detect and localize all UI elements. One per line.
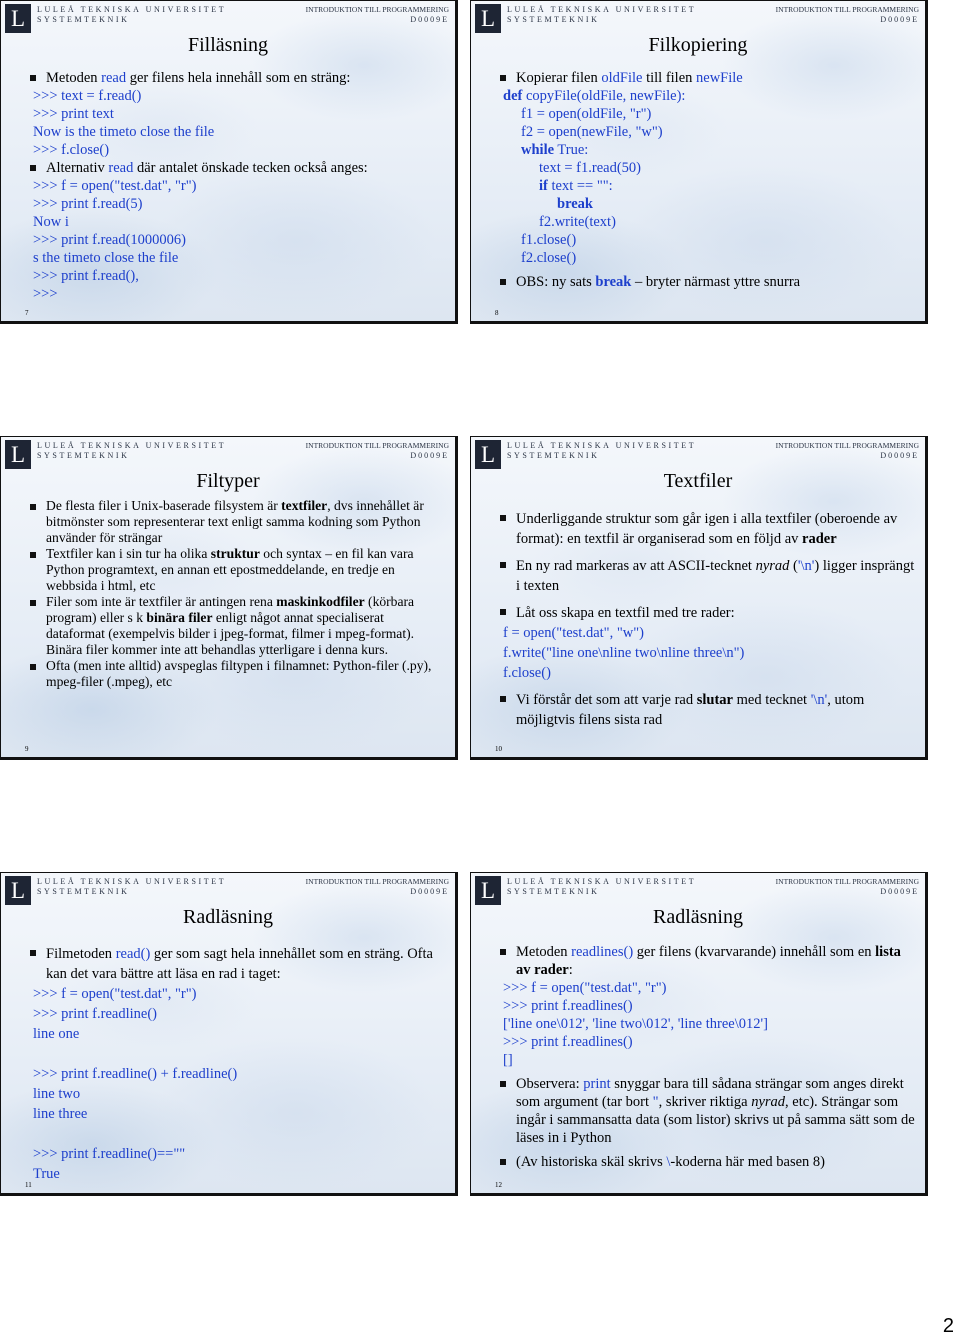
text: De flesta filer i Unix-baserade filsystem är <box>46 498 282 513</box>
code-line: f1.close() <box>521 232 577 248</box>
bullet <box>499 509 915 549</box>
department-name: SYSTEMTEKNIK <box>37 451 130 460</box>
code-line: >>> f.close() <box>33 142 110 158</box>
code-inline: '\n' <box>810 692 828 708</box>
text: snyggar bara till sådana strängar som anges direkt som argument (tar bort <box>516 1076 904 1110</box>
code-line: f.close() <box>503 665 551 681</box>
code: True: <box>554 142 589 158</box>
code-inline: \ <box>666 1154 671 1170</box>
slide-title: Textfiler <box>663 470 733 492</box>
department-name: SYSTEMTEKNIK <box>507 451 600 460</box>
text: Kopierar filen <box>516 70 602 86</box>
text: OBS: ny sats <box>516 274 596 290</box>
university-name: LULEÅ TEKNISKA UNIVERSITET <box>507 5 697 14</box>
text: Metoden <box>516 944 572 960</box>
text: -koderna här med basen 8) <box>670 1154 826 1170</box>
slide-body <box>499 69 915 291</box>
bullet <box>499 273 915 291</box>
code-line: >>> f = open("test.dat", "r") <box>503 980 667 996</box>
code-line: >>> print f.read(5) <box>33 196 143 212</box>
code-line: >>> print f.readline()=="" <box>33 1146 186 1162</box>
code-line: break <box>557 196 593 212</box>
code-line: line two <box>33 1086 81 1102</box>
code-line: >>> print f.readline() <box>33 1006 157 1022</box>
text: Metoden <box>46 70 102 86</box>
code-line <box>499 177 915 195</box>
course-code: D0009E <box>880 887 919 896</box>
code-line: >>> <box>33 286 58 302</box>
course-code: D0009E <box>410 451 449 460</box>
bullet <box>499 943 915 979</box>
course-code: D0009E <box>410 15 449 24</box>
text-bold: binära filer <box>146 610 213 625</box>
code-line: >>> text = f.read() <box>33 88 142 104</box>
text: Textfiler kan i sin tur ha olika <box>46 546 211 561</box>
slide-title: Radläsning <box>183 906 273 928</box>
slide-11 <box>0 872 458 1196</box>
slide-header <box>1 873 455 903</box>
university-logo: L <box>475 4 501 33</box>
bullet <box>499 1153 915 1171</box>
slide-12 <box>470 872 928 1196</box>
text: (Av historiska skäl skrivs <box>516 1154 667 1170</box>
slide-8 <box>470 0 928 324</box>
course-name: INTRODUKTION TILL PROGRAMMERING <box>305 877 449 886</box>
text: Filer som inte är textfiler är antingen rena <box>46 594 277 609</box>
university-name: LULEÅ TEKNISKA UNIVERSITET <box>507 877 697 886</box>
university-name: LULEÅ TEKNISKA UNIVERSITET <box>37 5 227 14</box>
code-line: ['line one\012', 'line two\012', 'line three\012'] <box>503 1016 768 1032</box>
keyword: while <box>521 142 555 158</box>
code-line <box>499 87 915 105</box>
bullet <box>29 159 445 177</box>
code-line: >>> print f.read(1000006) <box>33 232 186 248</box>
text-bold: struktur <box>210 546 260 561</box>
slide-7 <box>0 0 458 324</box>
text: ger som sagt hela innehållet som en sträng. Ofta kan det vara bättre att läsa en rad i taget: <box>46 946 433 982</box>
code-line: >>> print f.readlines() <box>503 1034 633 1050</box>
university-logo: L <box>5 440 31 469</box>
code: copyFile(oldFile, newFile): <box>522 88 686 104</box>
university-name: LULEÅ TEKNISKA UNIVERSITET <box>37 441 227 450</box>
course-code: D0009E <box>410 887 449 896</box>
code-line <box>499 141 915 159</box>
code-line: f2 = open(newFile, "w") <box>521 124 663 140</box>
text: – bryter närmast yttre snurra <box>631 274 801 290</box>
slide-number: 9 <box>25 745 29 753</box>
keyword: def <box>503 88 523 104</box>
course-name: INTRODUKTION TILL PROGRAMMERING <box>775 441 919 450</box>
code-inline: readlines() <box>571 944 634 960</box>
slide-header <box>471 873 925 903</box>
course-name: INTRODUKTION TILL PROGRAMMERING <box>775 877 919 886</box>
code-inline: read <box>101 70 127 86</box>
text-bold: rader <box>802 531 837 547</box>
course-name: INTRODUKTION TILL PROGRAMMERING <box>305 5 449 14</box>
code-line: [] <box>503 1052 513 1068</box>
code-line: True <box>33 1166 60 1182</box>
slide-body <box>499 943 915 1171</box>
text: där antalet önskade tecken också anges: <box>133 160 368 176</box>
slide-body <box>499 509 915 730</box>
bullet <box>29 594 445 658</box>
text: ( <box>789 558 798 574</box>
text: Underliggande struktur som går igen i alla textfiler (oberoende av format): en textfil är organiserad som en följd av <box>516 511 898 547</box>
university-name: LULEÅ TEKNISKA UNIVERSITET <box>37 877 227 886</box>
code-line: >>> print f.readline() + f.readline() <box>33 1066 238 1082</box>
bullet <box>29 69 445 87</box>
code-inline: " <box>652 1094 659 1110</box>
code-inline: read() <box>115 946 151 962</box>
code-line: line three <box>33 1106 88 1122</box>
bullet <box>499 690 915 730</box>
department-name: SYSTEMTEKNIK <box>507 887 600 896</box>
code: text == "": <box>547 178 613 194</box>
slide-number: 11 <box>25 1181 32 1189</box>
university-logo: L <box>5 4 31 33</box>
bullet <box>29 944 445 984</box>
slide-number: 8 <box>495 309 499 317</box>
code-inline: read <box>108 160 134 176</box>
code-line: line one <box>33 1026 80 1042</box>
text: (körbara program) eller s k <box>46 594 415 625</box>
slide-header <box>1 1 455 31</box>
text: , etc). Strängar som ingår i sammansatta data (som listor) skrivs ut på samma sätt som de läses in i Python <box>516 1094 915 1146</box>
slide-header <box>471 1 925 31</box>
slide-10 <box>470 436 928 760</box>
slide-number: 10 <box>495 745 502 753</box>
keyword: break <box>595 274 632 290</box>
department-name: SYSTEMTEKNIK <box>507 15 600 24</box>
text-italic: nyrad <box>755 558 790 574</box>
slide-body <box>29 498 445 690</box>
text-bold: slutar <box>696 692 733 708</box>
text: med tecknet <box>732 692 811 708</box>
code-inline: '\n' <box>797 558 815 574</box>
university-logo: L <box>5 876 31 905</box>
slide-body <box>29 944 445 1184</box>
code-line: f1 = open(oldFile, "r") <box>521 106 652 122</box>
bullet <box>29 498 445 546</box>
code-line: f.write("line one\nline two\nline three\n") <box>503 645 745 661</box>
text: , skriver riktiga <box>658 1094 752 1110</box>
code-line: Now i <box>33 214 69 230</box>
slide-number: 7 <box>25 309 29 317</box>
text: En ny rad markeras av att ASCII-tecknet <box>516 558 756 574</box>
code-line: >>> print f.readlines() <box>503 998 633 1014</box>
text: och syntax – en fil kan vara Python programtext, en annan ett epostmeddelande, en tredje en webbsida i html, etc <box>46 546 414 593</box>
code-line: s the timeto close the file <box>33 250 179 266</box>
text-bold: maskinkodfiler <box>276 594 365 609</box>
slide-header <box>1 437 455 467</box>
code-inline: print <box>583 1076 611 1092</box>
text: till filen <box>642 70 697 86</box>
code-line: >>> f = open("test.dat", "r") <box>33 986 197 1002</box>
slide-number: 12 <box>495 1181 502 1189</box>
code-inline: oldFile <box>601 70 643 86</box>
department-name: SYSTEMTEKNIK <box>37 15 130 24</box>
bullet <box>29 546 445 594</box>
text-italic: nyrad <box>751 1094 786 1110</box>
page-number: 2 <box>942 1315 954 1337</box>
text-bold: lista av rader <box>516 944 901 978</box>
text: : <box>568 962 573 978</box>
code-line: f2.close() <box>521 250 577 266</box>
code-line: >>> f = open("test.dat", "r") <box>33 178 197 194</box>
code-line: >>> print text <box>33 106 114 122</box>
text: Vi förstår det som att varje rad <box>516 692 697 708</box>
slide-body <box>29 69 445 303</box>
text: Observera: <box>516 1076 584 1092</box>
university-name: LULEÅ TEKNISKA UNIVERSITET <box>507 441 697 450</box>
code-inline: newFile <box>696 70 743 86</box>
text: enligt något annat specialiserat dataformat (exempelvis bilder i jpeg-format, filmer i mpeg-format). Binära filer kommer inte att behandlas ytterligare i denna kurs. <box>46 610 415 657</box>
text-bold: textfiler <box>281 498 328 513</box>
code-line: f = open("test.dat", "w") <box>503 625 644 641</box>
course-code: D0009E <box>880 15 919 24</box>
text: , utom möjligtvis filens sista rad <box>516 692 865 728</box>
code-line: >>> print f.read(), <box>33 268 139 284</box>
bullet: Ofta (men inte alltid) avspeglas filtypen i filnamnet: Python-filer (.py), mpeg-filer (.mpeg), etc <box>29 658 445 690</box>
text: ) ligger insprängt i texten <box>516 558 915 594</box>
code-line: f2.write(text) <box>539 214 616 230</box>
text: Alternativ <box>46 160 109 176</box>
course-name: INTRODUKTION TILL PROGRAMMERING <box>775 5 919 14</box>
code-line: Now is the timeto close the file <box>33 124 215 140</box>
slide-9 <box>0 436 458 760</box>
course-name: INTRODUKTION TILL PROGRAMMERING <box>305 441 449 450</box>
slide-title: Filläsning <box>187 34 268 56</box>
text: ger filens hela innehåll som en sträng: <box>126 70 351 86</box>
bullet <box>499 556 915 596</box>
bullet <box>499 1075 915 1147</box>
text: Filmetoden <box>46 946 116 962</box>
text: , dvs innehållet är bitmönster som representerar text enligt samma kodning som Python använder för strängar <box>46 498 424 545</box>
slide-title: Radläsning <box>653 906 743 928</box>
code-line: text = f1.read(50) <box>539 160 641 176</box>
slide-title: Filkopiering <box>648 34 748 56</box>
university-logo: L <box>475 440 501 469</box>
bullet <box>499 69 915 87</box>
department-name: SYSTEMTEKNIK <box>37 887 130 896</box>
keyword: if <box>539 178 548 194</box>
bullet: Låt oss skapa en textfil med tre rader: <box>499 603 915 623</box>
text: ger filens (kvarvarande) innehåll som en <box>633 944 876 960</box>
course-code: D0009E <box>880 451 919 460</box>
university-logo: L <box>475 876 501 905</box>
slide-title: Filtyper <box>196 470 260 492</box>
slide-header <box>471 437 925 467</box>
